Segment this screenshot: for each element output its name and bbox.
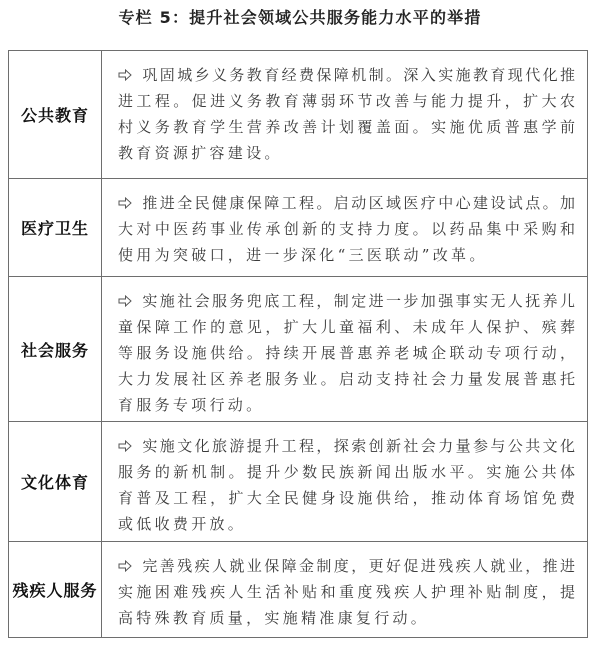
hollow-arrow-right-icon [118,560,132,572]
row-content [102,277,587,421]
content-line [118,62,577,88]
table-row [9,276,587,421]
hollow-arrow-right-icon [118,197,132,209]
content-line-text: 推进全民健康保障工程。启动区域医疗中心建设试点。加 [142,194,577,212]
row-label-cell [9,277,102,421]
content-line: 使用为突破口，进一步深化“三医联动”改革。 [118,246,488,264]
row-content [102,179,587,276]
row-label-cell [9,179,102,276]
hollow-arrow-right-icon [118,69,132,81]
row-label-cell [9,542,102,637]
content-line: 大力发展社区养老服务业。启动支持社会力量发展普惠托 [118,370,577,388]
content-line: 教育资源扩容建设。 [118,144,283,162]
content-line: 大对中医药事业传承创新的支持力度。以药品集中采购和 [118,220,577,238]
content-line: 进工程。促进义务教育薄弱环节改善与能力提升，扩大农 [118,92,577,110]
row-label-cell [9,422,102,541]
content-line [118,190,577,216]
content-line: 等服务设施供给。持续开展普惠养老城企联动专项行动， [118,344,577,362]
content-line-text: 实施社会服务兜底工程，制定进一步加强事实无人抚养儿 [142,292,577,310]
hollow-arrow-right-icon [118,295,132,307]
table-row [9,541,587,637]
content-line: 实施困难残疾人生活补贴和重度残疾人护理补贴制度，提 [118,583,577,601]
row-content [102,542,587,637]
content-line [118,288,577,314]
content-line: 育服务专项行动。 [118,396,265,414]
content-line: 童保障工作的意见，扩大儿童福利、未成年人保护、殡葬 [118,318,577,336]
row-label-cell [9,51,102,178]
table-row [9,421,587,541]
row-category-label: 公共教育 [20,106,89,125]
row-category-label: 文化体育 [20,473,89,492]
row-category-label: 残疾人服务 [12,581,98,600]
page-title: 专栏 5：提升社会领域公共服务能力水平的举措 [118,8,482,27]
content-line: 村义务教育学生营养改善计划覆盖面。实施优质普惠学前 [118,118,577,136]
content-line: 或低收费开放。 [118,515,247,533]
row-category-label: 社会服务 [20,340,89,360]
content-line [118,433,577,459]
content-line: 育普及工程，扩大全民健身设施供给，推动体育场馆免费 [118,489,577,507]
hollow-arrow-right-icon [118,440,132,452]
content-line-text: 完善残疾人就业保障金制度，更好促进残疾人就业，推进 [142,557,577,575]
measures-table [8,50,588,638]
content-line: 服务的新机制。提升少数民族新闻出版水平。实施公共体 [118,463,577,481]
row-content [102,422,587,541]
content-line-text: 巩固城乡义务教育经费保障机制。深入实施教育现代化推 [142,66,577,84]
table-row [9,178,587,276]
content-line [118,553,577,579]
row-category-label: 医疗卫生 [20,219,89,238]
content-line-text: 实施文化旅游提升工程，探索创新社会力量参与公共文化 [142,437,577,455]
table-row [9,51,587,178]
content-line: 高特殊教育质量，实施精准康复行动。 [118,609,430,627]
row-content [102,51,587,178]
